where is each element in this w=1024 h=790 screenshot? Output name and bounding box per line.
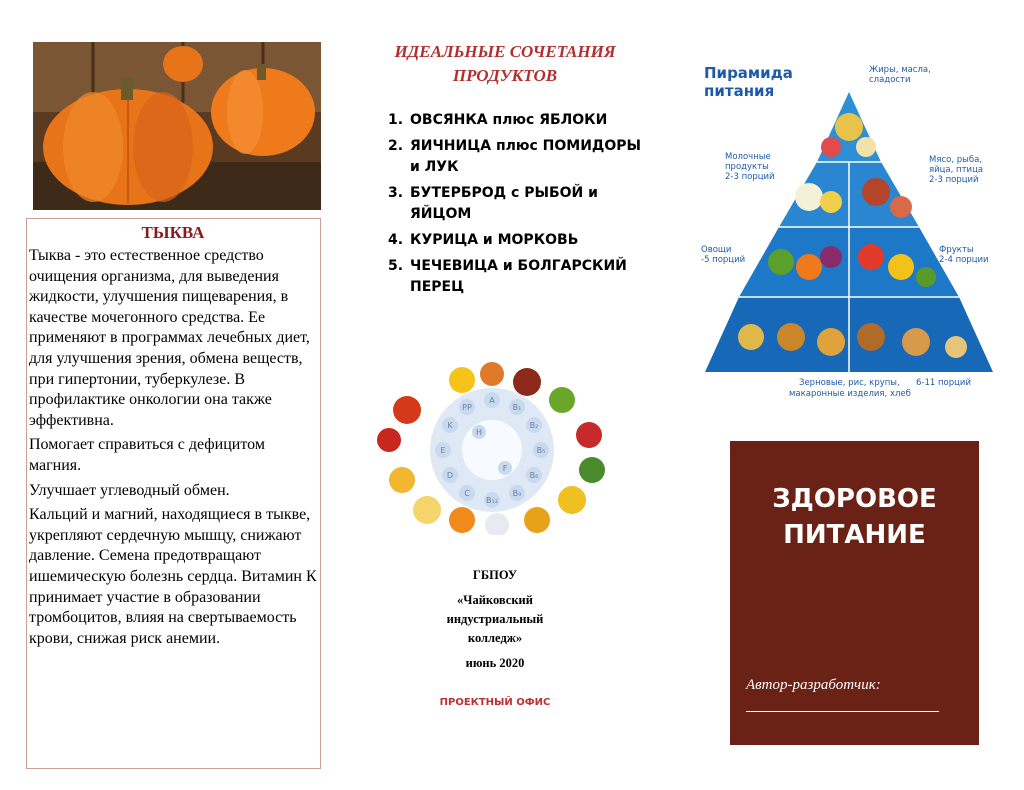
vitamin-label: A (489, 396, 495, 405)
list-number: 5. (388, 258, 404, 274)
vitamin-label: H (475, 428, 483, 437)
project-office-label: ПРОЕКТНЫЙ ОФИС (439, 697, 551, 708)
vitamin-label: B₆ (529, 471, 539, 480)
pyramid-title: питания (704, 82, 775, 100)
college-block (415, 566, 575, 673)
list-item (388, 136, 648, 178)
list-text: ЯИЧНИЦА плюс ПОМИДОРЫ и ЛУК (410, 138, 642, 175)
food-pyramid-image (701, 52, 998, 402)
pumpkin-image (33, 42, 321, 210)
cover-title (730, 481, 979, 553)
pyramid-label-dairy: 2-3 порций (725, 172, 775, 182)
vitamin-label: B₅ (536, 446, 546, 455)
combinations-title-line: ПРОДУКТОВ (452, 66, 558, 85)
author-signature-line (746, 711, 939, 712)
vitamin-label: E (440, 446, 446, 455)
pyramid-label-fats: сладости (869, 75, 911, 85)
cover-title-line: ЗДОРОВОЕ (772, 484, 937, 514)
pyramid-title: Пирамида (704, 64, 793, 82)
list-item (388, 183, 648, 225)
vitamin-label: PP (462, 403, 472, 412)
cover-title-line: ПИТАНИЕ (783, 520, 926, 550)
vitamin-wheel-image (367, 360, 617, 535)
combinations-title (355, 40, 655, 88)
pyramid-label-fruit: Фрукты (939, 245, 974, 255)
list-text: ЧЕЧЕВИЦА и БОЛГАРСКИЙ ПЕРЕЦ (410, 258, 627, 295)
author-label: Автор-разработчик: (746, 677, 881, 693)
pumpkin-paragraph: Улучшает углеводный обмен. (29, 481, 230, 499)
vitamin-label: F (502, 464, 508, 473)
pyramid-label-fruit: 2-4 порции (939, 255, 989, 265)
list-item (388, 256, 648, 298)
list-text: ОВСЯНКА плюс ЯБЛОКИ (410, 112, 608, 128)
college-line: «Чайковский (457, 593, 533, 607)
pumpkin-title: ТЫКВА (141, 223, 205, 242)
list-number: 2. (388, 138, 404, 154)
list-number: 4. (388, 232, 404, 248)
list-number: 3. (388, 185, 404, 201)
college-line: колледж» (467, 631, 523, 645)
pumpkin-paragraph: Кальций и магний, находящиеся в тыкве, укрепляют сердечную мышцу, снижают давление. Семена предотвращают ишемическую болезнь сердца. Витамин К принимает участие в образовании тромбоцитов, влияя на свертываемость крови, снижая риск анемии. (29, 506, 317, 647)
pyramid-label-dairy: продукты (725, 162, 769, 172)
college-line: ГБПОУ (472, 568, 518, 582)
pyramid-label-grain: макаронные изделия, хлеб (789, 389, 911, 399)
vitamin-label: B₁₂ (486, 496, 498, 505)
pyramid-label-grain-portions: 6-11 порций (916, 378, 971, 388)
combinations-title-line: ИДЕАЛЬНЫЕ СОЧЕТАНИЯ (394, 42, 616, 61)
cover-box (730, 441, 979, 745)
list-number: 1. (388, 112, 404, 128)
pyramid-label-meat: яйца, птица (929, 165, 984, 175)
list-text: БУТЕРБРОД с РЫБОЙ и ЯЙЦОМ (410, 185, 598, 222)
vitamin-label: K (447, 421, 453, 430)
vitamin-wheel-illustration (367, 360, 617, 535)
vitamin-label: B₂ (529, 421, 539, 430)
pyramid-label-veg: -5 порций (701, 255, 746, 265)
list-item (388, 230, 648, 251)
pyramid-label-grain: Зерновые, рис, крупы, (799, 378, 900, 388)
vitamin-label: B₁ (512, 403, 522, 412)
pumpkin-paragraph: Помогает справиться с дефицитом магния. (29, 436, 265, 474)
pumpkin-paragraph: Тыква - это естественное средство очищения организма, для выведения жидкости, улучшения пищеварения, в качестве мочегонного средства. Ее применяют в программах лечебных диет, для улучшения зрения, обмена веществ, при гипертонии, туберкулезе. В профилактике онкологии она также эффективна. (29, 247, 310, 429)
pyramid-label-meat: 2-3 порций (929, 175, 979, 185)
pyramid-label-meat: Мясо, рыба, (929, 155, 982, 165)
vitamin-label: B₉ (512, 489, 522, 498)
vitamin-label: D (446, 471, 454, 480)
combinations-list (388, 110, 648, 303)
pyramid-label-fats: Жиры, масла, (869, 65, 931, 75)
college-line: индустриальный (446, 612, 544, 626)
vitamin-label: C (464, 489, 470, 498)
pumpkin-photo (33, 42, 321, 210)
college-date: июнь 2020 (465, 656, 525, 670)
pumpkin-info-box (26, 218, 321, 769)
list-text: КУРИЦА и МОРКОВЬ (410, 232, 579, 248)
pyramid-label-dairy: Молочные (725, 152, 771, 162)
pyramid-label-veg: Овощи (701, 245, 732, 255)
list-item (388, 110, 648, 131)
food-pyramid (701, 52, 998, 402)
